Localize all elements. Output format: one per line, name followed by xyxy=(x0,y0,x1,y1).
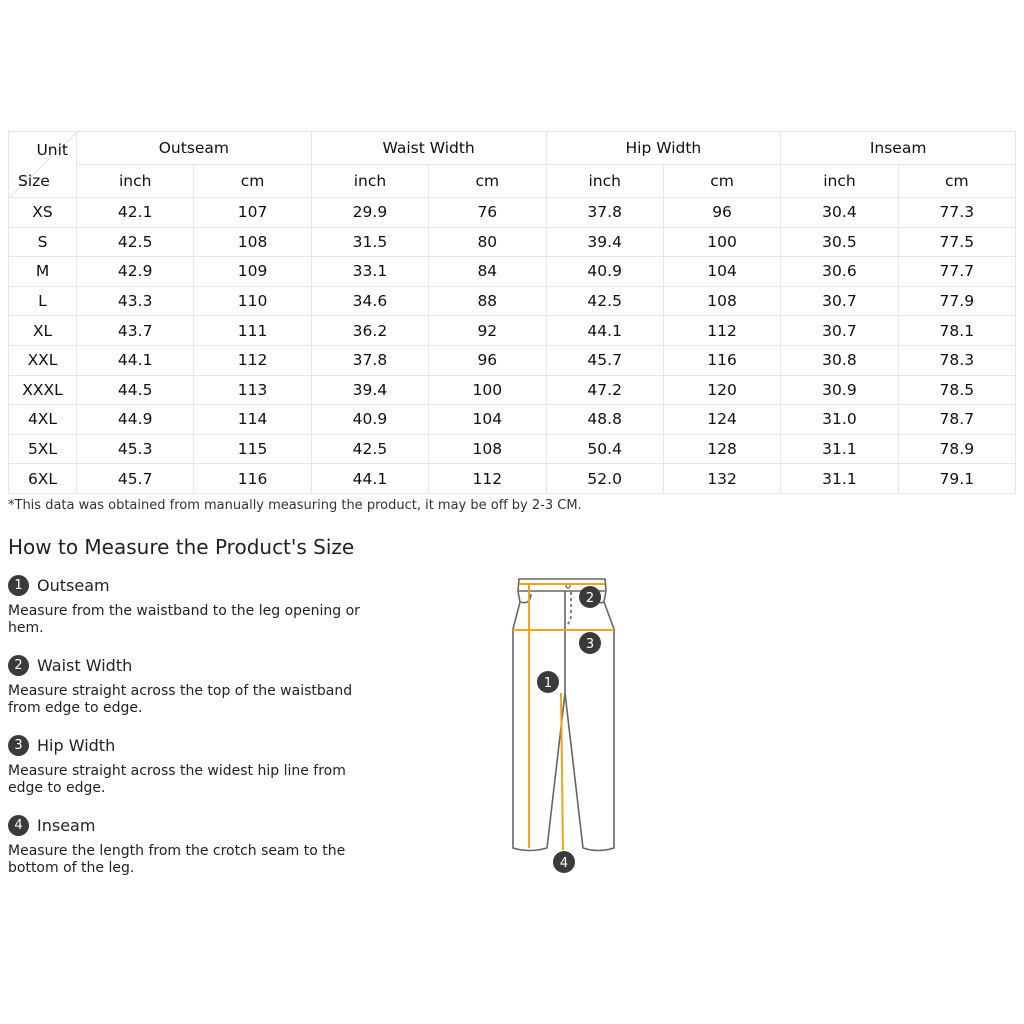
table-row xyxy=(9,257,1016,287)
measurement-cell: 47.2 xyxy=(546,375,663,405)
group-header-waist-width: Waist Width xyxy=(311,132,546,165)
number-2-badge-icon: 2 xyxy=(8,655,29,676)
measurement-note: *This data was obtained from manually measuring the product, it may be off by 2-3 CM. xyxy=(8,498,582,513)
unit-header: inch xyxy=(546,165,663,198)
measurement-cell: 44.5 xyxy=(77,375,194,405)
measurement-cell: 45.7 xyxy=(77,464,194,494)
measure-item-title: Waist Width xyxy=(37,655,133,675)
measurement-cell: 37.8 xyxy=(546,198,663,228)
measurement-cell: 114 xyxy=(194,405,311,435)
measurement-cell: 100 xyxy=(663,227,780,257)
group-header-outseam: Outseam xyxy=(77,132,312,165)
table-row xyxy=(9,464,1016,494)
measurement-cell: 45.3 xyxy=(77,434,194,464)
measurement-cell: 84 xyxy=(429,257,546,287)
size-label-cell: 5XL xyxy=(9,434,77,464)
corner-size-label: Size xyxy=(18,172,50,190)
size-label-cell: XXXL xyxy=(9,375,77,405)
measurement-cell: 52.0 xyxy=(546,464,663,494)
measurement-cell: 39.4 xyxy=(546,227,663,257)
measurement-cell: 42.9 xyxy=(77,257,194,287)
measurement-cell: 88 xyxy=(429,286,546,316)
table-header-row-units xyxy=(9,165,1016,198)
measure-item-title: Hip Width xyxy=(37,735,116,755)
marker-3-icon xyxy=(579,632,601,654)
measurement-cell: 36.2 xyxy=(311,316,428,346)
measurement-cell: 31.0 xyxy=(781,405,898,435)
number-3-badge-icon: 3 xyxy=(8,735,29,756)
pants-measurement-diagram xyxy=(500,572,630,882)
measurement-cell: 42.5 xyxy=(311,434,428,464)
measurement-cell: 44.9 xyxy=(77,405,194,435)
measurement-cell: 34.6 xyxy=(311,286,428,316)
size-label-cell: S xyxy=(9,227,77,257)
unit-header: cm xyxy=(898,165,1015,198)
measurement-cell: 124 xyxy=(663,405,780,435)
size-chart-table xyxy=(8,131,1016,494)
measurement-cell: 104 xyxy=(663,257,780,287)
unit-header: inch xyxy=(77,165,194,198)
measurement-cell: 116 xyxy=(194,464,311,494)
size-label-cell: L xyxy=(9,286,77,316)
measurement-cell: 30.8 xyxy=(781,345,898,375)
measurement-cell: 48.8 xyxy=(546,405,663,435)
measurement-cell: 116 xyxy=(663,345,780,375)
marker-2-label: 2 xyxy=(585,591,595,606)
measurement-cell: 110 xyxy=(194,286,311,316)
corner-unit-label: Unit xyxy=(36,141,68,159)
measurement-cell: 30.4 xyxy=(781,198,898,228)
measure-item-waist-width xyxy=(8,654,378,717)
table-row xyxy=(9,434,1016,464)
measurement-cell: 112 xyxy=(429,464,546,494)
table-row xyxy=(9,405,1016,435)
marker-2-icon xyxy=(579,586,601,608)
table-header-row-groups xyxy=(9,132,1016,165)
marker-3-label: 3 xyxy=(585,637,595,652)
measurement-cell: 77.9 xyxy=(898,286,1015,316)
measurement-cell: 37.8 xyxy=(311,345,428,375)
measurement-cell: 31.5 xyxy=(311,227,428,257)
unit-header: cm xyxy=(194,165,311,198)
unit-header: inch xyxy=(781,165,898,198)
measurement-cell: 29.9 xyxy=(311,198,428,228)
measure-item-inseam xyxy=(8,814,378,877)
table-row xyxy=(9,286,1016,316)
marker-1-label: 1 xyxy=(543,676,553,691)
howto-title: How to Measure the Product's Size xyxy=(8,535,355,559)
marker-1-icon xyxy=(537,671,559,693)
measurement-cell: 40.9 xyxy=(311,405,428,435)
table-row xyxy=(9,375,1016,405)
measurement-cell: 78.3 xyxy=(898,345,1015,375)
measurement-cell: 120 xyxy=(663,375,780,405)
unit-header: cm xyxy=(663,165,780,198)
measurement-cell: 30.9 xyxy=(781,375,898,405)
size-label-cell: XXL xyxy=(9,345,77,375)
measurement-cell: 30.7 xyxy=(781,286,898,316)
measurement-cell: 109 xyxy=(194,257,311,287)
number-4-badge-icon: 4 xyxy=(8,815,29,836)
size-label-cell: XS xyxy=(9,198,77,228)
measurement-cell: 107 xyxy=(194,198,311,228)
number-1-badge-icon: 1 xyxy=(8,575,29,596)
fly-stitch-line xyxy=(565,592,571,627)
marker-4-icon xyxy=(553,851,575,873)
measurement-cell: 108 xyxy=(429,434,546,464)
table-row xyxy=(9,316,1016,346)
measurement-cell: 80 xyxy=(429,227,546,257)
measure-item-description: Measure straight across the widest hip line from edge to edge. xyxy=(8,763,346,796)
table-row xyxy=(9,198,1016,228)
measurement-cell: 132 xyxy=(663,464,780,494)
measurement-cell: 79.1 xyxy=(898,464,1015,494)
measurement-cell: 30.7 xyxy=(781,316,898,346)
measure-item-title: Inseam xyxy=(37,815,96,835)
measurement-cell: 112 xyxy=(663,316,780,346)
measure-item-description: Measure from the waistband to the leg opening or hem. xyxy=(8,603,360,636)
measurement-cell: 78.7 xyxy=(898,405,1015,435)
size-label-cell: 6XL xyxy=(9,464,77,494)
measurement-cell: 108 xyxy=(194,227,311,257)
measure-item-hip-width xyxy=(8,734,378,797)
measurement-cell: 45.7 xyxy=(546,345,663,375)
measurement-cell: 43.3 xyxy=(77,286,194,316)
group-header-hip-width: Hip Width xyxy=(546,132,781,165)
measurement-cell: 76 xyxy=(429,198,546,228)
measurement-cell: 30.5 xyxy=(781,227,898,257)
measurement-cell: 78.9 xyxy=(898,434,1015,464)
measurement-cell: 78.5 xyxy=(898,375,1015,405)
measurement-cell: 77.3 xyxy=(898,198,1015,228)
measurement-cell: 33.1 xyxy=(311,257,428,287)
measure-item-description: Measure the length from the crotch seam to the bottom of the leg. xyxy=(8,843,346,876)
measurement-cell: 96 xyxy=(663,198,780,228)
unit-header: cm xyxy=(429,165,546,198)
unit-header: inch xyxy=(311,165,428,198)
measurement-cell: 108 xyxy=(663,286,780,316)
measurement-cell: 96 xyxy=(429,345,546,375)
measurement-cell: 100 xyxy=(429,375,546,405)
measurement-cell: 40.9 xyxy=(546,257,663,287)
measurement-cell: 31.1 xyxy=(781,464,898,494)
measurement-lines xyxy=(513,584,614,850)
measurement-cell: 111 xyxy=(194,316,311,346)
measurement-cell: 50.4 xyxy=(546,434,663,464)
measurement-cell: 42.5 xyxy=(546,286,663,316)
measurement-cell: 112 xyxy=(194,345,311,375)
measurement-cell: 113 xyxy=(194,375,311,405)
size-label-cell: XL xyxy=(9,316,77,346)
measurement-cell: 43.7 xyxy=(77,316,194,346)
measurement-cell: 115 xyxy=(194,434,311,464)
group-header-inseam: Inseam xyxy=(781,132,1016,165)
measure-item-title: Outseam xyxy=(37,575,110,595)
measurement-cell: 92 xyxy=(429,316,546,346)
size-label-cell: M xyxy=(9,257,77,287)
table-row xyxy=(9,345,1016,375)
measure-item-outseam xyxy=(8,574,378,637)
measurement-cell: 42.5 xyxy=(77,227,194,257)
measurement-cell: 77.5 xyxy=(898,227,1015,257)
measurement-cell: 78.1 xyxy=(898,316,1015,346)
measurement-cell: 39.4 xyxy=(311,375,428,405)
table-body xyxy=(9,198,1016,494)
measurement-cell: 128 xyxy=(663,434,780,464)
measure-item-description: Measure straight across the top of the waistband from edge to edge. xyxy=(8,683,353,716)
measurement-cell: 42.1 xyxy=(77,198,194,228)
measurement-cell: 44.1 xyxy=(311,464,428,494)
measurement-cell: 30.6 xyxy=(781,257,898,287)
marker-4-label: 4 xyxy=(559,856,569,871)
measurement-cell: 31.1 xyxy=(781,434,898,464)
measurement-cell: 104 xyxy=(429,405,546,435)
measurement-cell: 77.7 xyxy=(898,257,1015,287)
measurement-cell: 44.1 xyxy=(77,345,194,375)
table-row xyxy=(9,227,1016,257)
table-corner-cell xyxy=(9,132,77,198)
measurement-cell: 44.1 xyxy=(546,316,663,346)
size-label-cell: 4XL xyxy=(9,405,77,435)
